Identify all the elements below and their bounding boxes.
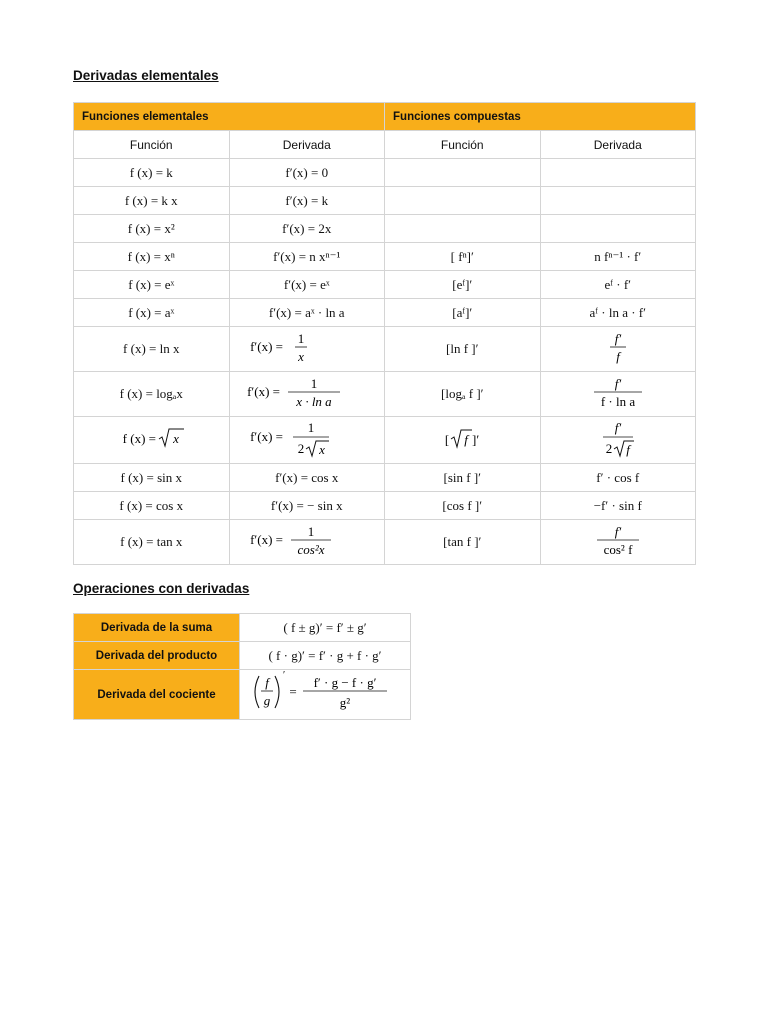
svg-text:cos² f: cos² f (603, 542, 633, 557)
function-cell: f (x) = logₐx (74, 372, 230, 417)
derivative-cell: f′(x) = 0 (229, 159, 385, 187)
function-cell: f (x) = eˣ (74, 271, 230, 299)
svg-text:cos²x: cos²x (297, 542, 325, 557)
function-cell: f (x) = sin x (74, 464, 230, 492)
svg-text:′: ′ (283, 670, 286, 681)
composite-derivative-cell: f′ · cos f (540, 464, 696, 492)
table-row (74, 271, 696, 299)
table-row (74, 670, 411, 720)
header-funciones-compuestas: Funciones compuestas (385, 103, 696, 131)
derivative-cell: f′(x) = k (229, 187, 385, 215)
composite-function-cell: [logₐ f ]′ (385, 372, 541, 417)
svg-text:f: f (625, 442, 630, 457)
svg-text:g²: g² (339, 695, 351, 710)
function-cell: f (x) = k (74, 159, 230, 187)
svg-text:1: 1 (307, 420, 314, 435)
svg-text:f · ln a: f · ln a (600, 394, 635, 409)
table-row (74, 520, 696, 565)
sqrt-formula (106, 423, 196, 453)
composite-function-cell (385, 215, 541, 243)
function-cell: f (x) = cos x (74, 492, 230, 520)
svg-text:2: 2 (297, 441, 304, 456)
function-cell (74, 417, 230, 464)
function-cell: f (x) = tan x (74, 520, 230, 565)
svg-text:=: = (289, 684, 297, 699)
table-row (74, 464, 696, 492)
composite-function-cell: [eᶠ]′ (385, 271, 541, 299)
fraction-formula (588, 327, 648, 367)
derivative-cell: f′(x) = − sin x (229, 492, 385, 520)
table-row (74, 614, 411, 642)
quotient-formula (245, 670, 405, 714)
svg-text:g: g (263, 693, 271, 708)
composite-derivative-cell: eᶠ · f′ (540, 271, 696, 299)
label-derivada-suma: Derivada de la suma (74, 614, 240, 642)
derivative-cell (229, 372, 385, 417)
fraction-formula (247, 520, 367, 560)
fraction-formula (247, 417, 367, 459)
composite-derivative-cell (540, 215, 696, 243)
label-derivada-producto: Derivada del producto (74, 642, 240, 670)
table-row (74, 243, 696, 271)
table-row (74, 327, 696, 372)
derivatives-table (73, 102, 696, 565)
table-row (74, 299, 696, 327)
composite-derivative-cell (540, 327, 696, 372)
table-row (74, 492, 696, 520)
svg-text:[: [ (445, 432, 450, 447)
fraction-formula (578, 372, 658, 412)
composite-derivative-cell: aᶠ · ln a · f′ (540, 299, 696, 327)
subheader-derivada: Derivada (540, 131, 696, 159)
sqrt-formula (432, 423, 492, 453)
composite-function-cell (385, 187, 541, 215)
composite-derivative-cell (540, 159, 696, 187)
composite-derivative-cell: −f′ · sin f (540, 492, 696, 520)
svg-text:f′: f′ (614, 376, 621, 391)
derivative-cell (229, 520, 385, 565)
formula-producto: ( f · g)′ = f′ · g + f · g′ (240, 642, 411, 670)
table-row (74, 215, 696, 243)
function-cell: f (x) = xⁿ (74, 243, 230, 271)
svg-text:f′ · g − f · g′: f′ · g − f · g′ (313, 675, 377, 690)
subheader-funcion: Función (385, 131, 541, 159)
function-cell: f (x) = k x (74, 187, 230, 215)
derivative-cell: f′(x) = cos x (229, 464, 385, 492)
composite-derivative-cell (540, 372, 696, 417)
formula-cociente (240, 670, 411, 720)
function-cell: f (x) = aˣ (74, 299, 230, 327)
composite-function-cell: [ln f ]′ (385, 327, 541, 372)
header-funciones-elementales: Funciones elementales (74, 103, 385, 131)
derivative-cell: f′(x) = n xⁿ⁻¹ (229, 243, 385, 271)
svg-text:f: f (464, 432, 469, 447)
svg-text:f (x) =: f (x) = (122, 431, 157, 446)
table-header-row (74, 103, 696, 131)
derivative-cell (229, 417, 385, 464)
svg-text:1: 1 (307, 524, 314, 539)
svg-text:f′: f′ (614, 331, 621, 346)
composite-function-cell: [aᶠ]′ (385, 299, 541, 327)
derivative-cell (229, 327, 385, 372)
svg-text:f′(x) =: f′(x) = (246, 384, 280, 399)
operations-table (73, 613, 411, 720)
svg-text:x: x (297, 349, 304, 364)
svg-text:1: 1 (310, 376, 317, 391)
composite-function-cell (385, 417, 541, 464)
table-row (74, 642, 411, 670)
composite-derivative-cell (540, 187, 696, 215)
svg-text:]′: ]′ (472, 432, 480, 447)
svg-text:f′(x) =: f′(x) = (249, 532, 283, 547)
composite-function-cell: [tan f ]′ (385, 520, 541, 565)
fraction-formula (247, 327, 367, 367)
derivative-cell: f′(x) = 2x (229, 215, 385, 243)
function-cell: f (x) = ln x (74, 327, 230, 372)
subheader-funcion: Función (74, 131, 230, 159)
svg-text:x: x (173, 431, 180, 446)
svg-text:f′: f′ (614, 524, 621, 539)
subheader-derivada: Derivada (229, 131, 385, 159)
section-title-derivadas-elementales: Derivadas elementales (73, 68, 219, 83)
derivative-cell: f′(x) = aˣ · ln a (229, 299, 385, 327)
svg-text:f′: f′ (614, 420, 621, 435)
composite-function-cell: [cos f ]′ (385, 492, 541, 520)
label-derivada-cociente: Derivada del cociente (74, 670, 240, 720)
table-subheader-row (74, 131, 696, 159)
composite-derivative-cell: n fⁿ⁻¹ · f′ (540, 243, 696, 271)
composite-function-cell: [sin f ]′ (385, 464, 541, 492)
fraction-formula (242, 372, 372, 412)
table-row (74, 187, 696, 215)
table-row (74, 417, 696, 464)
composite-derivative-cell (540, 520, 696, 565)
fraction-formula (583, 520, 653, 560)
formula-suma: ( f ± g)′ = f′ ± g′ (240, 614, 411, 642)
svg-text:x · ln a: x · ln a (296, 394, 332, 409)
derivative-cell: f′(x) = eˣ (229, 271, 385, 299)
fraction-formula (588, 417, 648, 459)
section-title-operaciones: Operaciones con derivadas (73, 581, 250, 596)
composite-function-cell: [ fⁿ]′ (385, 243, 541, 271)
svg-text:f: f (615, 349, 620, 364)
svg-text:x: x (318, 442, 325, 457)
table-row (74, 159, 696, 187)
function-cell: f (x) = x² (74, 215, 230, 243)
table-row (74, 372, 696, 417)
svg-text:2: 2 (605, 441, 613, 456)
composite-derivative-cell (540, 417, 696, 464)
svg-text:f′(x) =: f′(x) = (249, 339, 283, 354)
svg-text:f: f (265, 675, 269, 690)
svg-text:f′(x) =: f′(x) = (249, 429, 283, 444)
composite-function-cell (385, 159, 541, 187)
svg-text:1: 1 (297, 331, 304, 346)
